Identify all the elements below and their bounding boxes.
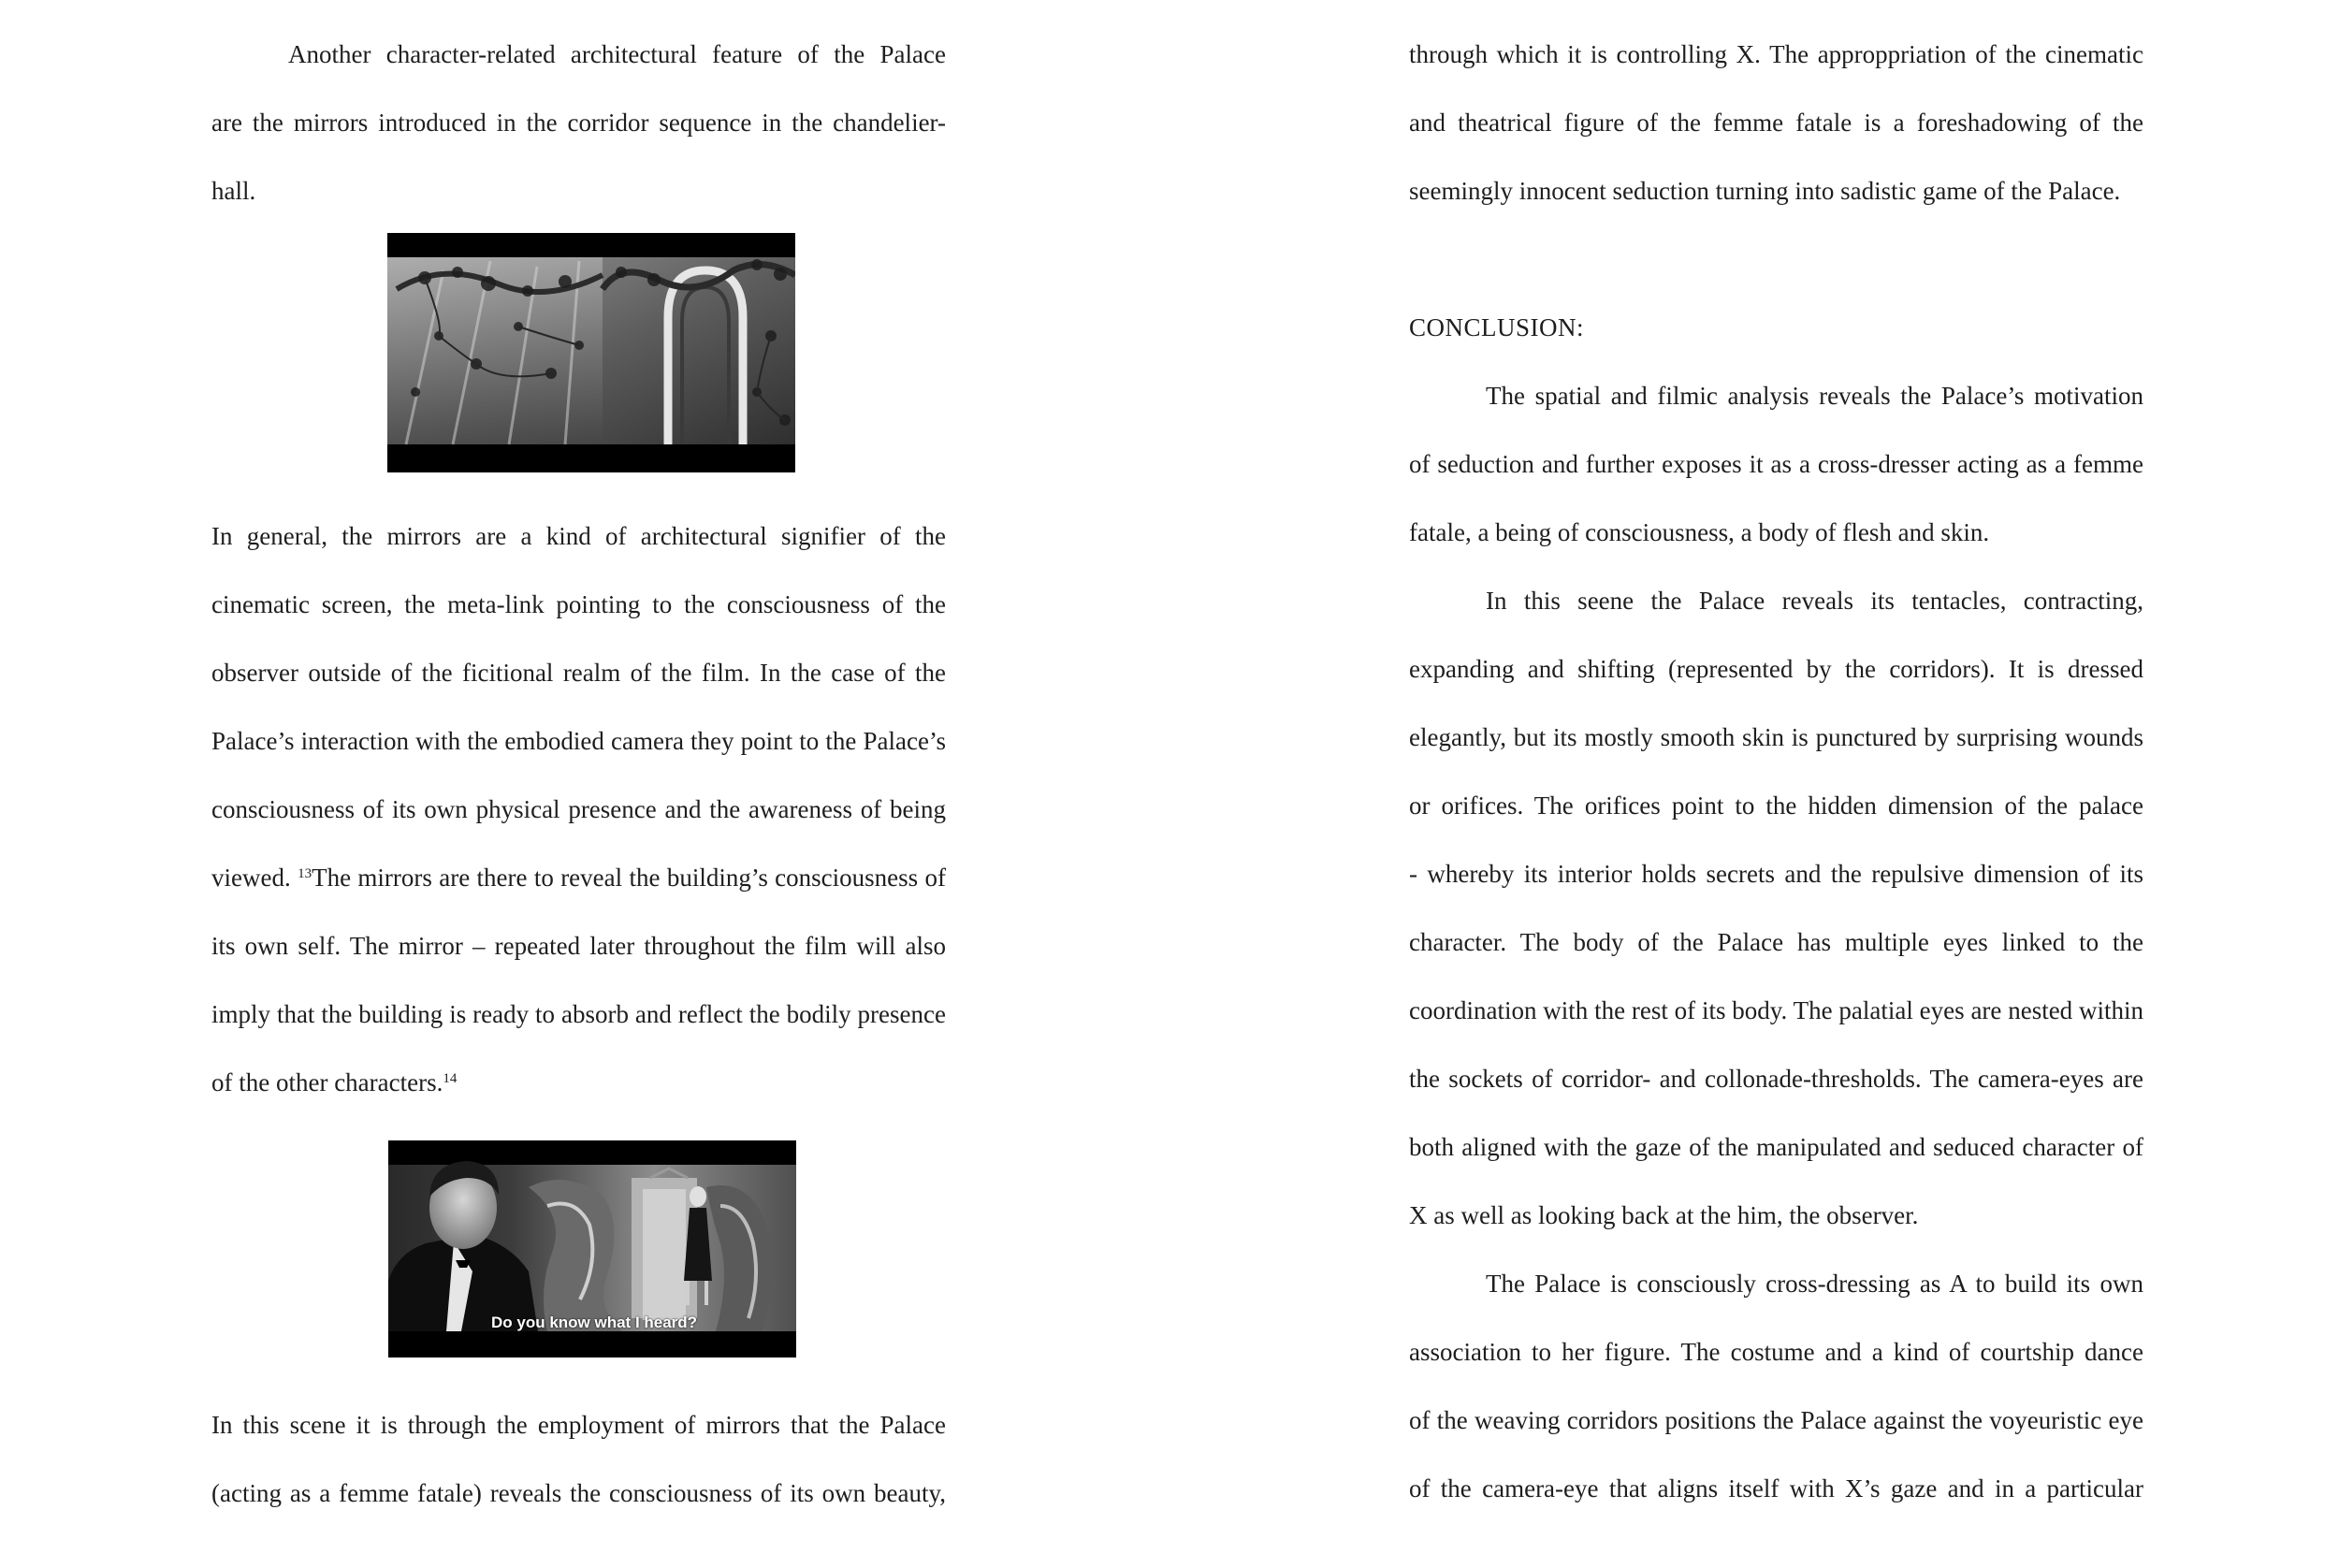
text-fragment: The mirrors are there to reveal the building’s consciousness of	[312, 864, 946, 892]
text-line: elegantly, but its mostly smooth skin is punctured by surprising wounds	[1409, 723, 2143, 751]
film-still-mirror-image	[387, 233, 795, 472]
text-line: fatale, a being of consciousness, a body of flesh and skin.	[1409, 518, 1990, 546]
text-line: cinematic screen, the meta-link pointing to the consciousness of the	[211, 590, 946, 618]
text-line: both aligned with the gaze of the manipulated and seduced character of	[1409, 1133, 2143, 1161]
film-subtitle: Do you know what I heard?	[491, 1314, 698, 1331]
footnote-marker[interactable]: 14	[443, 1071, 458, 1086]
text-line: the sockets of corridor- and collonade-thresholds. The camera-eyes are	[1409, 1065, 2143, 1093]
text-line: and theatrical figure of the femme fatale is a foreshadowing of the	[1409, 109, 2143, 137]
text-line: of the weaving corridors positions the Palace against the voyeuristic eye	[1409, 1406, 2143, 1434]
text-line: Another character-related architectural feature of the Palace	[288, 40, 946, 68]
text-line-with-footnote	[211, 859, 946, 896]
text-fragment: viewed.	[211, 864, 298, 892]
text-line: of the camera-eye that aligns itself with X’s gaze and in a particular	[1409, 1474, 2143, 1503]
text-line: through which it is controlling X. The approppriation of the cinematic	[1409, 40, 2143, 68]
text-fragment: of the other characters.	[211, 1068, 443, 1096]
text-line: imply that the building is ready to absorb and reflect the bodily presence	[211, 1000, 946, 1028]
text-line: character. The body of the Palace has multiple eyes linked to the	[1409, 928, 2143, 956]
text-line: hall.	[211, 177, 256, 205]
text-line: The spatial and filmic analysis reveals the Palace’s motivation	[1486, 382, 2143, 410]
text-line: Palace’s interaction with the embodied camera they point to the Palace’s	[211, 727, 946, 755]
text-line: or orifices. The orifices point to the hidden dimension of the palace	[1409, 791, 2143, 820]
text-line: (acting as a femme fatale) reveals the consciousness of its own beauty,	[211, 1479, 946, 1507]
text-line: association to her figure. The costume and a kind of courtship dance	[1409, 1338, 2143, 1366]
text-line: The Palace is consciously cross-dressing as A to build its own	[1486, 1270, 2143, 1298]
text-line: are the mirrors introduced in the corridor sequence in the chandelier-	[211, 109, 946, 137]
text-line-with-footnote	[211, 1064, 946, 1101]
film-still-corridor-image	[388, 1140, 796, 1357]
text-line: its own self. The mirror – repeated later throughout the film will also	[211, 932, 946, 960]
text-line: coordination with the rest of its body. The palatial eyes are nested within	[1409, 996, 2143, 1024]
text-line: observer outside of the ficitional realm of the film. In the case of the	[211, 659, 946, 687]
text-line: seemingly innocent seduction turning into sadistic game of the Palace.	[1409, 177, 2121, 205]
text-line: consciousness of its own physical presence and the awareness of being	[211, 795, 946, 823]
text-line: expanding and shifting (represented by the corridors). It is dressed	[1409, 655, 2143, 683]
text-line: X as well as looking back at the him, the observer.	[1409, 1201, 1919, 1229]
section-heading: CONCLUSION:	[1409, 313, 1585, 341]
text-line: In this scene it is through the employment of mirrors that the Palace	[211, 1411, 946, 1439]
text-line: of seduction and further exposes it as a cross-dresser acting as a femme	[1409, 450, 2143, 478]
text-line: In general, the mirrors are a kind of architectural signifier of the	[211, 522, 946, 550]
mirror-still-drawing	[387, 233, 795, 472]
footnote-marker[interactable]: 13	[298, 866, 312, 881]
text-line: In this seene the Palace reveals its tentacles, contracting,	[1486, 587, 2143, 615]
text-line: - whereby its interior holds secrets and the repulsive dimension of its	[1409, 860, 2143, 888]
